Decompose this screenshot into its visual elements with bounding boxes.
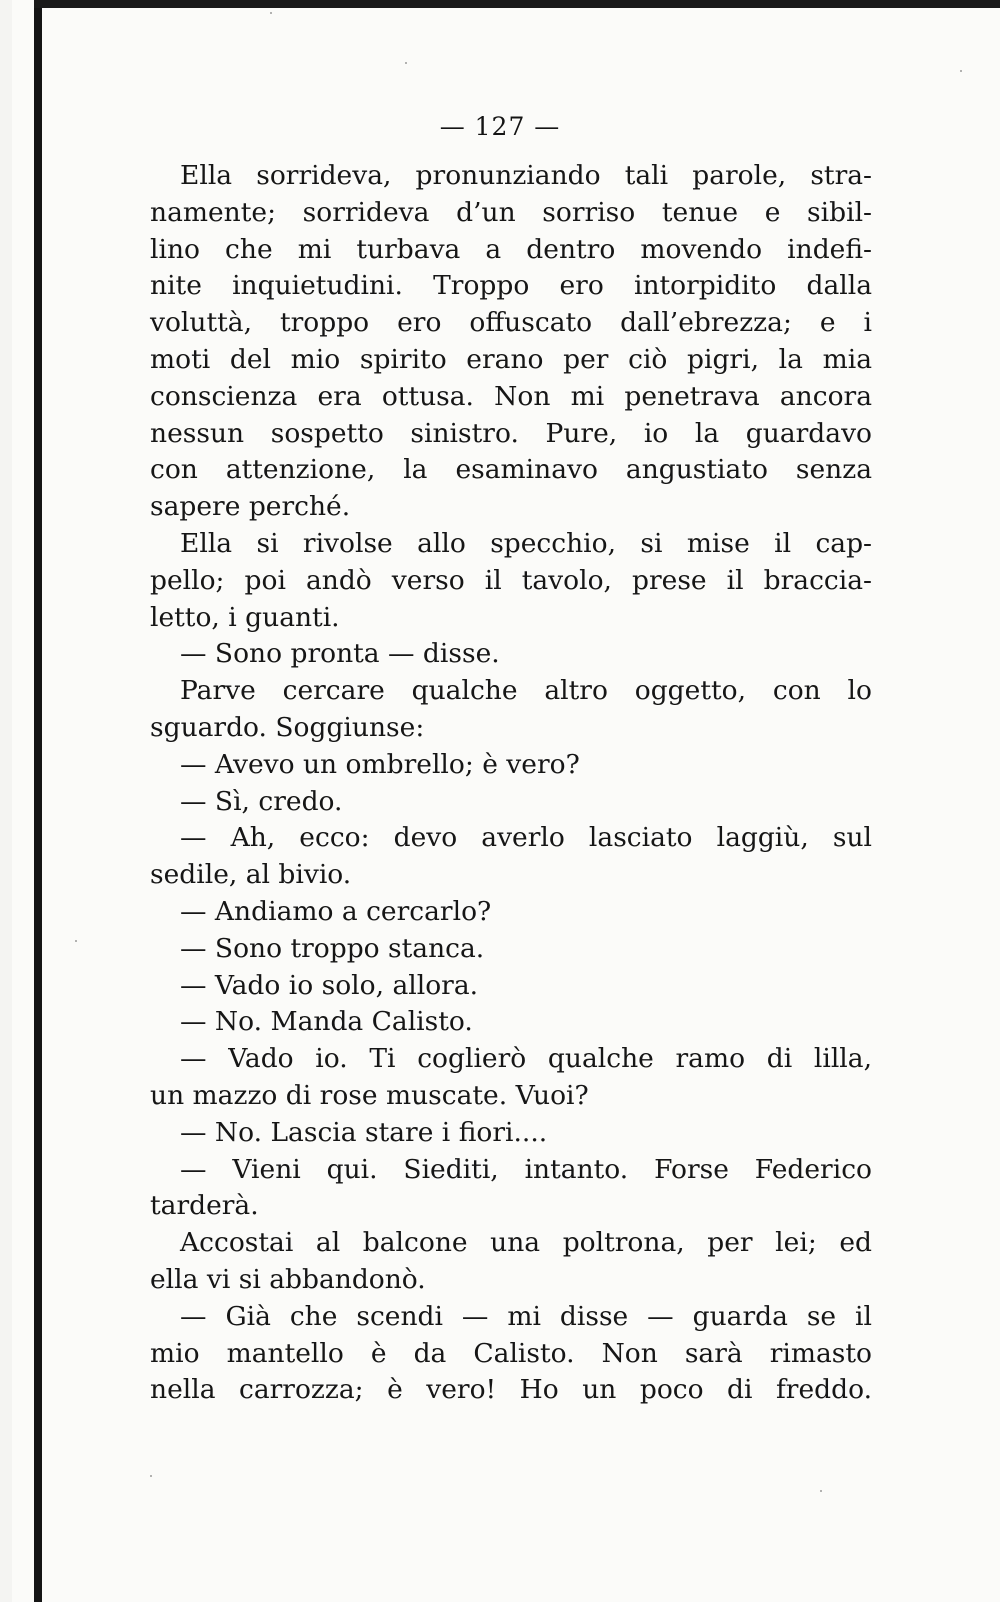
text-line: voluttà, troppo ero offuscato dall’ebrezza; e i xyxy=(150,307,872,339)
page-binding-edge xyxy=(0,0,12,1602)
text-line: — No. Manda Calisto. xyxy=(180,1006,473,1038)
paper-speck xyxy=(75,940,77,942)
text-line: — Già che scendi — mi disse — guarda se il xyxy=(180,1300,872,1332)
text-line: conscienza era ottusa. Non mi penetrava ancora xyxy=(150,380,872,412)
paper-speck xyxy=(150,1475,152,1477)
text-line: — Andiamo a cercarlo? xyxy=(180,895,492,927)
body-text xyxy=(150,158,872,1409)
paper-speck xyxy=(960,70,962,72)
text-line: nessun sospetto sinistro. Pure, io la guardavo xyxy=(150,417,872,449)
text-line: sapere perché. xyxy=(150,491,351,523)
text-line: Ella si rivolse allo specchio, si mise il cap- xyxy=(180,527,872,559)
paper-speck xyxy=(270,12,272,14)
text-line: letto, i guanti. xyxy=(150,601,340,633)
text-line: Parve cercare qualche altro oggetto, con lo xyxy=(180,675,872,707)
text-line: pello; poi andò verso il tavolo, prese il braccia- xyxy=(150,564,872,596)
text-line: tarderà. xyxy=(150,1190,259,1222)
text-line: — Sì, credo. xyxy=(180,785,343,817)
text-line: nella carrozza; è vero! Ho un poco di freddo. xyxy=(150,1374,872,1406)
text-line: namente; sorrideva d’un sorriso tenue e sibil- xyxy=(150,196,872,228)
text-line: — Vado io. Ti coglierò qualche ramo di lilla, xyxy=(180,1043,872,1075)
gutter-shadow xyxy=(34,0,42,1602)
text-line: — Ah, ecco: devo averlo lasciato laggiù, sul xyxy=(180,822,872,854)
text-line: lino che mi turbava a dentro movendo indefi- xyxy=(150,233,872,265)
page-number: — 127 — xyxy=(439,112,561,141)
text-line: sedile, al bivio. xyxy=(150,859,352,891)
text-line: un mazzo di rose muscate. Vuoi? xyxy=(150,1079,589,1111)
text-line: Accostai al balcone una poltrona, per lei; ed xyxy=(180,1227,872,1259)
paper-speck xyxy=(820,1490,822,1492)
text-line: — No. Lascia stare i fiori.... xyxy=(180,1116,548,1148)
text-line: sguardo. Soggiunse: xyxy=(150,711,425,743)
text-line: con attenzione, la esaminavo angustiato senza xyxy=(150,454,872,486)
text-line: — Avevo un ombrello; è vero? xyxy=(180,748,580,780)
text-line: moti del mio spirito erano per ciò pigri, la mia xyxy=(150,343,872,375)
text-line: ella vi si abbandonò. xyxy=(150,1263,426,1295)
text-line: mio mantello è da Calisto. Non sarà rimasto xyxy=(150,1337,872,1369)
text-line: Ella sorrideva, pronunziando tali parole, stra- xyxy=(180,160,872,191)
text-line: — Sono troppo stanca. xyxy=(180,932,485,964)
text-line: — Vado io solo, allora. xyxy=(180,969,479,1001)
paper-speck xyxy=(405,62,407,64)
text-line: nite inquietudini. Troppo ero intorpidito dalla xyxy=(150,270,872,302)
top-edge-shadow xyxy=(34,0,1000,8)
text-line: — Sono pronta — disse. xyxy=(180,638,500,670)
text-line: — Vieni qui. Siediti, intanto. Forse Federico xyxy=(180,1153,872,1185)
